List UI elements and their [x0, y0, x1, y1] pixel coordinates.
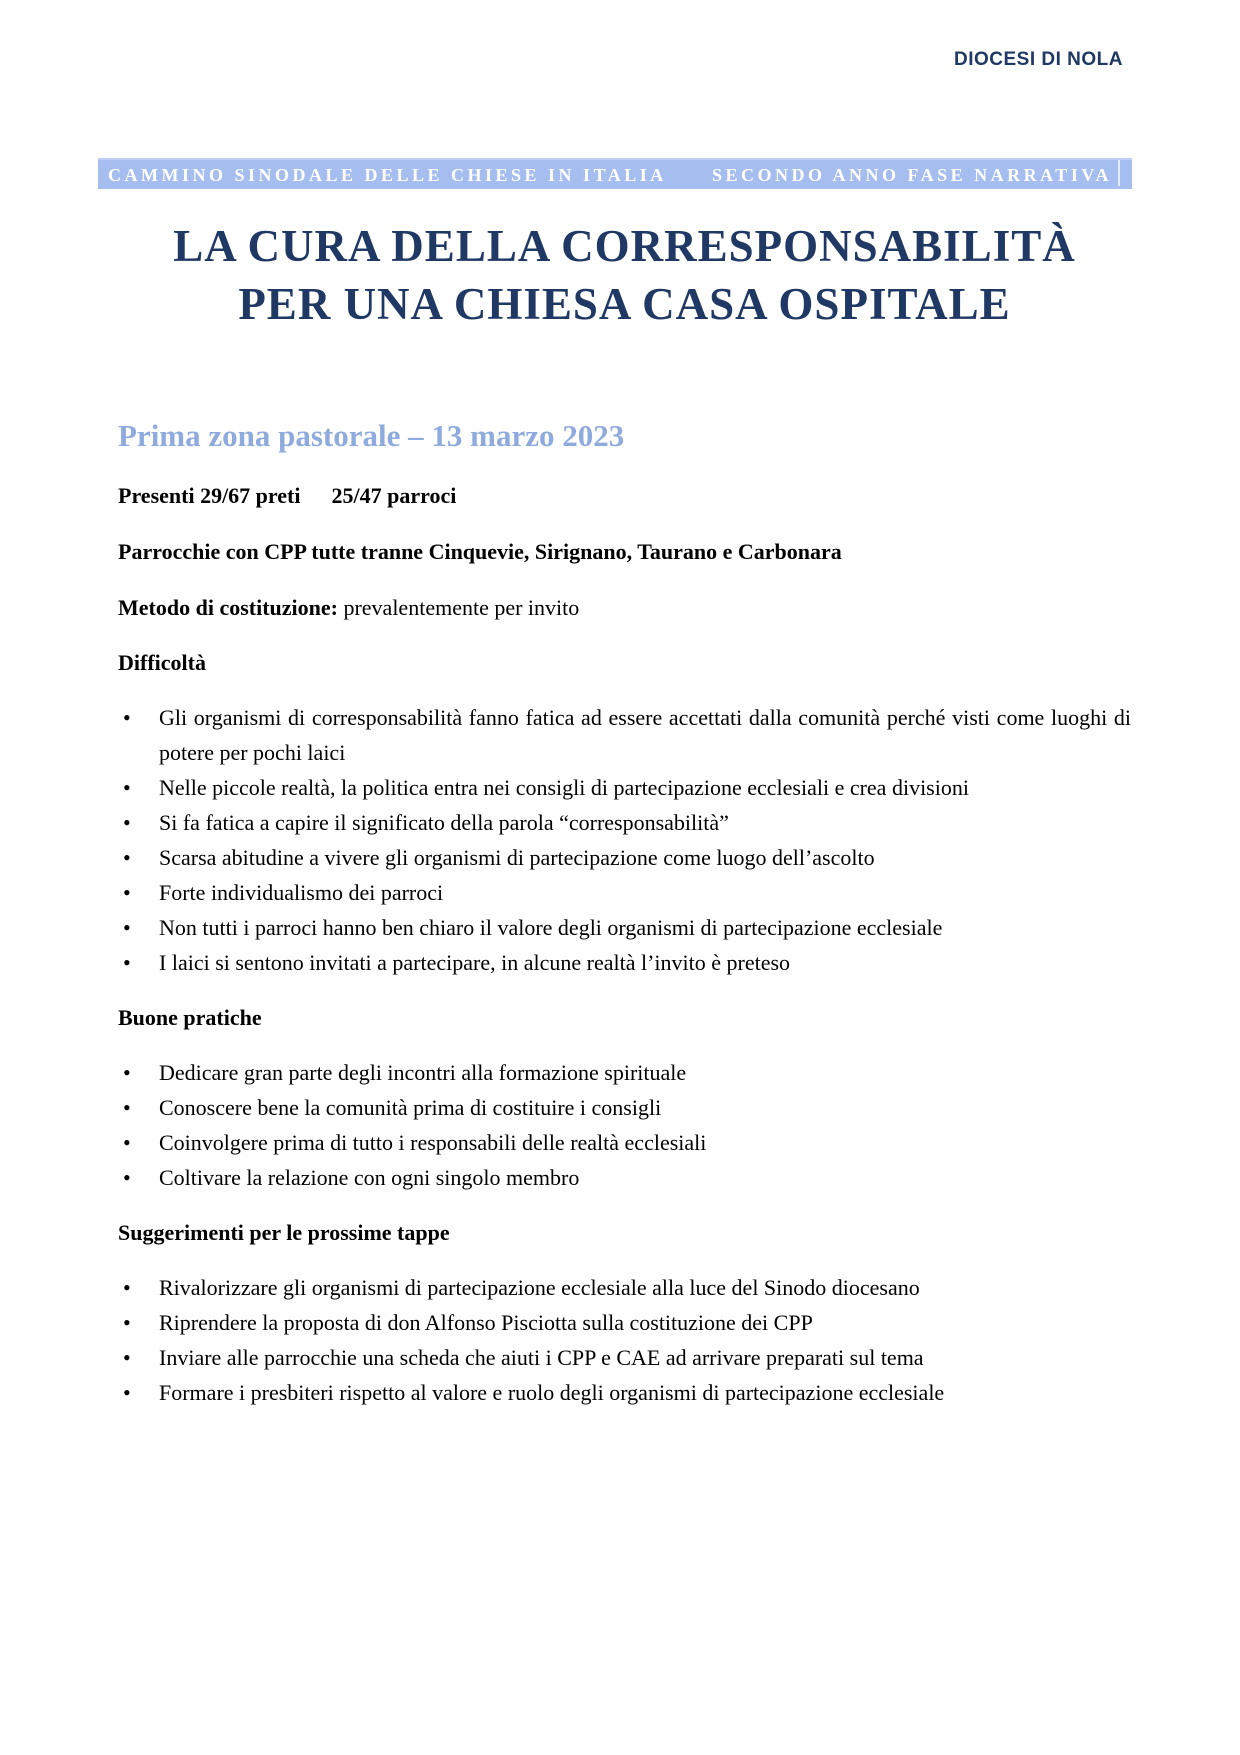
bullet-icon: • — [123, 1345, 131, 1370]
list-item — [118, 805, 1131, 840]
list-item-text: Nelle piccole realtà, la politica entra nei consigli di partecipazione ecclesiali e crea divisioni — [159, 775, 969, 800]
banner-left-text: CAMMINO SINODALE DELLE CHIESE IN ITALIA — [108, 165, 667, 185]
attendance-parish-priests: 25/47 parroci — [331, 483, 457, 508]
title-line-1: LA CURA DELLA CORRESPONSABILITÀ — [173, 221, 1076, 271]
bullet-list-buone-pratiche — [118, 1055, 1131, 1195]
bullet-list-suggerimenti — [118, 1270, 1131, 1410]
list-item — [118, 840, 1131, 875]
list-item — [118, 1125, 1131, 1160]
list-item-text: Rivalorizzare gli organismi di partecipazione ecclesiale alla luce del Sinodo diocesano — [159, 1275, 920, 1300]
bullet-icon: • — [123, 1380, 131, 1405]
title-line-2: PER UNA CHIESA CASA OSPITALE — [238, 279, 1011, 329]
document-header — [0, 0, 1240, 73]
organization-name: DIOCESI DI NOLA — [953, 49, 1123, 70]
list-item — [118, 700, 1131, 770]
list-item — [118, 1055, 1131, 1090]
section-heading-difficolta: Difficoltà — [118, 650, 206, 675]
method-value: prevalentemente per invito — [337, 595, 580, 620]
list-item-text: Conoscere bene la comunità prima di costituire i consigli — [159, 1095, 662, 1120]
banner-end-cell — [1120, 160, 1132, 186]
list-item — [118, 1160, 1131, 1195]
method-line — [118, 590, 1131, 625]
bullet-icon: • — [123, 880, 131, 905]
list-item-text: Non tutti i parroci hanno ben chiaro il valore degli organismi di partecipazione ecclesiale — [159, 915, 943, 940]
list-item — [118, 770, 1131, 805]
list-item-text: Coltivare la relazione con ogni singolo membro — [159, 1165, 580, 1190]
list-item — [118, 945, 1131, 980]
bullet-icon: • — [123, 1095, 131, 1120]
attendance-priests: Presenti 29/67 preti — [118, 483, 301, 508]
bullet-icon: • — [123, 1130, 131, 1155]
parishes-line: Parrocchie con CPP tutte tranne Cinquevie, Sirignano, Taurano e Carbonara — [118, 539, 842, 564]
section-heading-buone-pratiche: Buone pratiche — [118, 1005, 262, 1030]
bullet-icon: • — [123, 1310, 131, 1335]
bullet-icon: • — [123, 810, 131, 835]
list-item-text: Riprendere la proposta di don Alfonso Pisciotta sulla costituzione dei CPP — [159, 1310, 813, 1335]
list-item — [118, 1305, 1131, 1340]
list-item-text: Gli organismi di corresponsabilità fanno fatica ad essere accettati dalla comunità perché visti come luoghi di potere per pochi laici — [159, 705, 1131, 765]
section-heading-suggerimenti: Suggerimenti per le prossime tappe — [118, 1220, 450, 1245]
bullet-list-difficolta — [118, 700, 1131, 980]
bullet-icon: • — [123, 1060, 131, 1085]
bullet-icon: • — [123, 950, 131, 975]
list-item — [118, 1090, 1131, 1125]
method-label: Metodo di costituzione: — [118, 595, 338, 620]
bullet-icon: • — [123, 775, 131, 800]
bullet-icon: • — [123, 915, 131, 940]
list-item — [118, 1375, 1131, 1410]
list-item — [118, 1340, 1131, 1375]
bullet-icon: • — [123, 705, 131, 730]
attendance-line — [118, 478, 1131, 513]
list-item-text: Scarsa abitudine a vivere gli organismi di partecipazione come luogo dell’ascolto — [159, 845, 875, 870]
list-item-text: Dedicare gran parte degli incontri alla formazione spirituale — [159, 1060, 687, 1085]
list-item-text: Coinvolgere prima di tutto i responsabili delle realtà ecclesiali — [159, 1130, 707, 1155]
list-item-text: Forte individualismo dei parroci — [159, 880, 444, 905]
zone-date-heading: Prima zona pastorale – 13 marzo 2023 — [118, 418, 625, 453]
bullet-icon: • — [123, 845, 131, 870]
list-item-text: Inviare alle parrocchie una scheda che aiuti i CPP e CAE ad arrivare preparati sul tema — [159, 1345, 924, 1370]
list-item — [118, 875, 1131, 910]
list-item-text: Si fa fatica a capire il significato della parola “corresponsabilità” — [159, 810, 729, 835]
synod-banner — [98, 158, 1132, 189]
list-item-text: I laici si sentono invitati a partecipare, in alcune realtà l’invito è preteso — [159, 950, 791, 975]
list-item — [118, 910, 1131, 945]
list-item-text: Formare i presbiteri rispetto al valore e ruolo degli organismi di partecipazione ecclesiale — [159, 1380, 945, 1405]
bullet-icon: • — [123, 1165, 131, 1190]
bullet-icon: • — [123, 1275, 131, 1300]
list-item — [118, 1270, 1131, 1305]
document-title — [118, 217, 1131, 333]
banner-right-text: SECONDO ANNO FASE NARRATIVA — [711, 165, 1112, 185]
